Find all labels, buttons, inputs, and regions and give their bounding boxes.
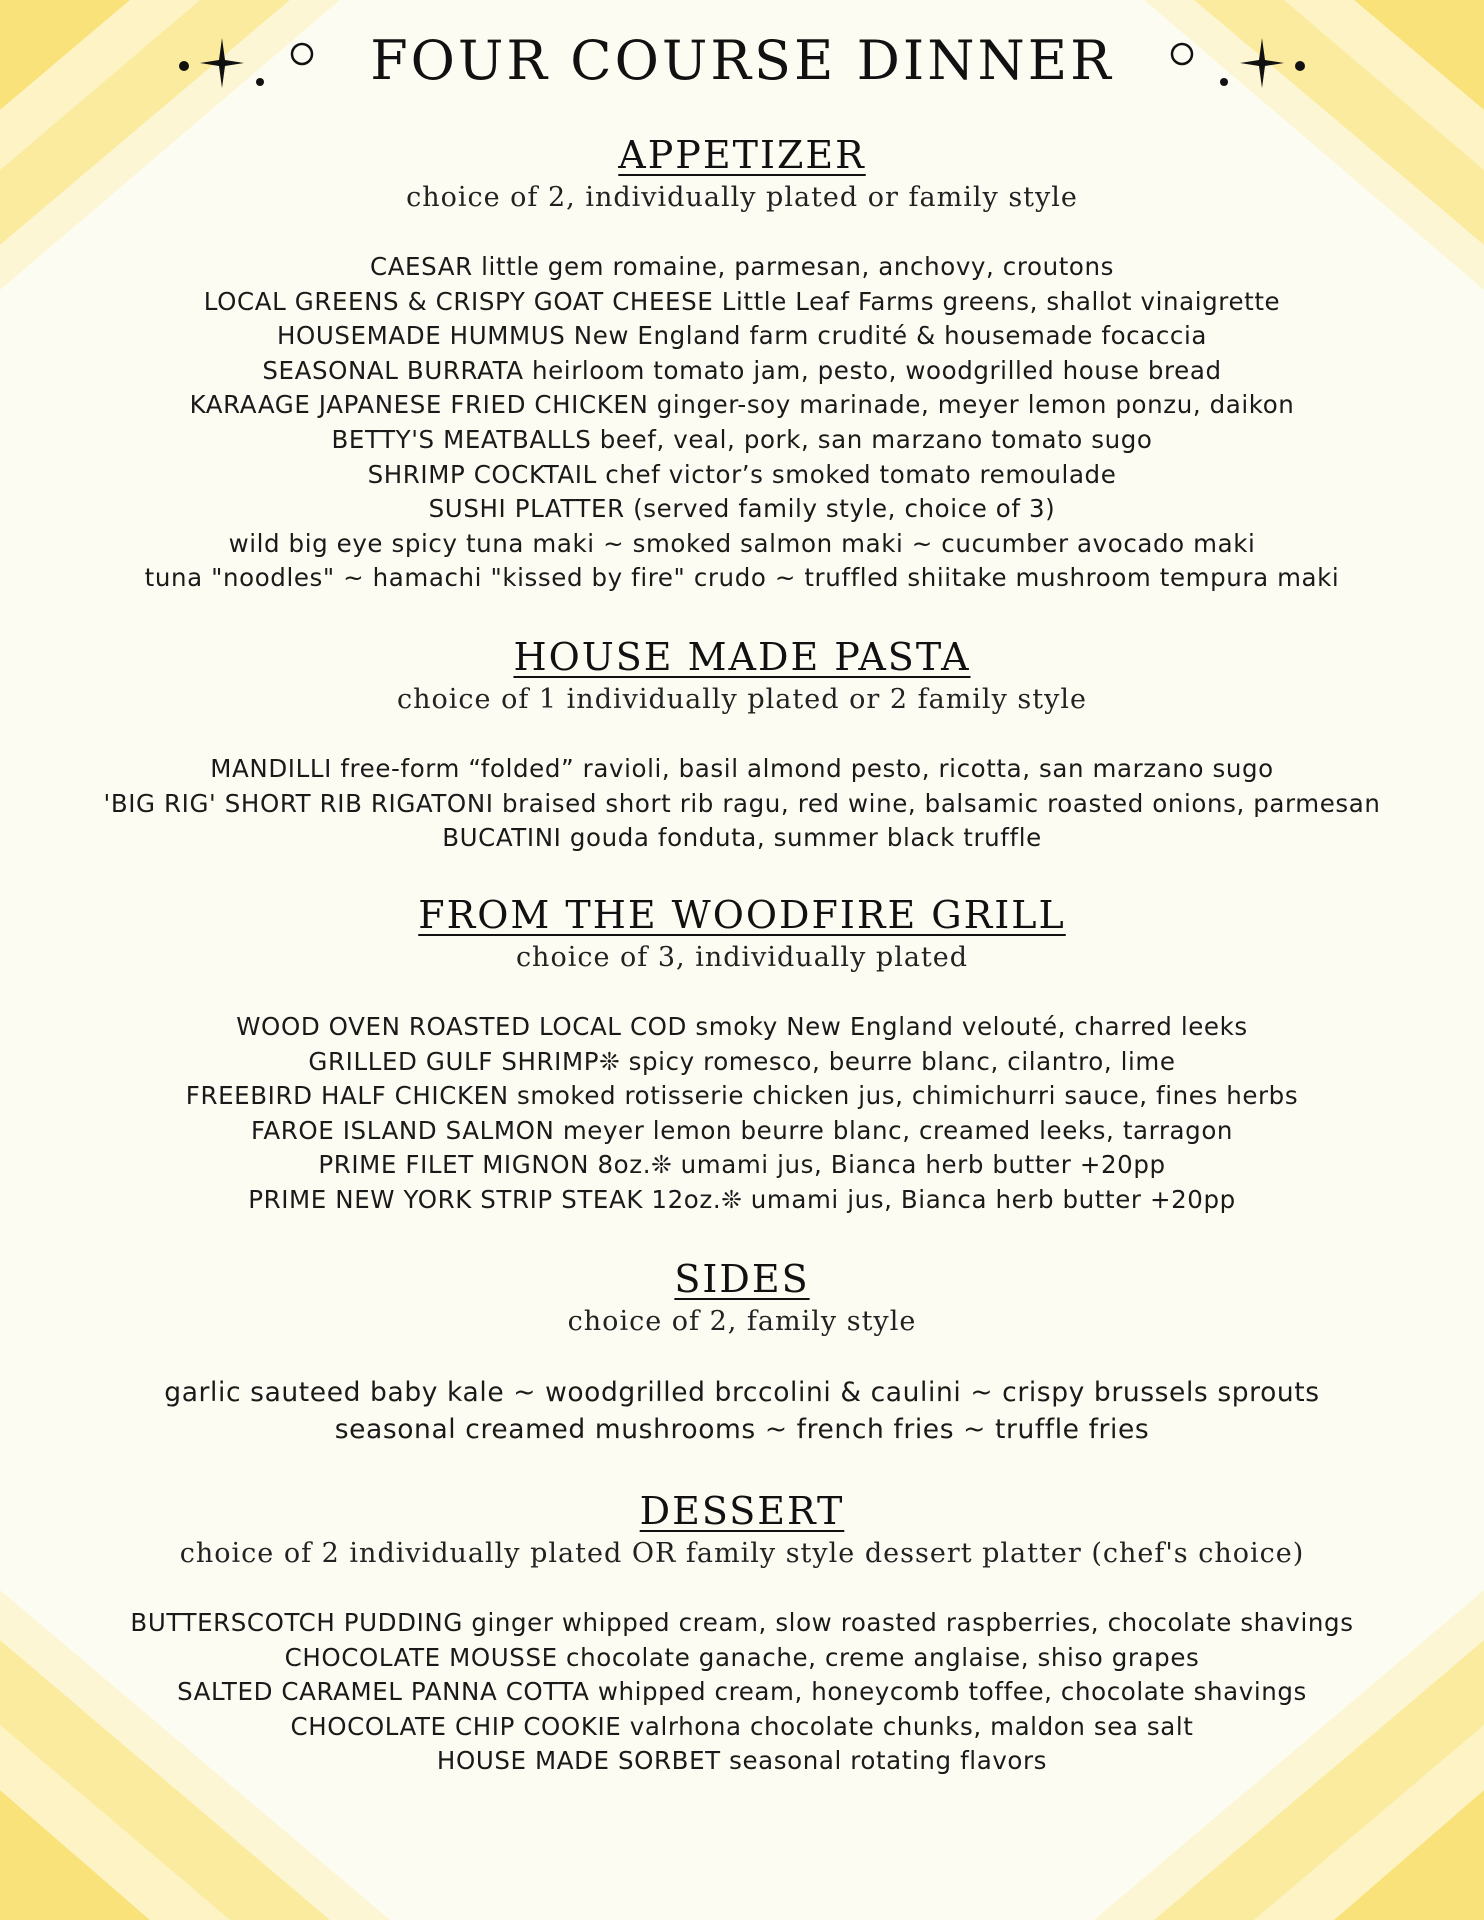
menu-item: BUCATINI gouda fonduta, summer black truffle bbox=[442, 823, 1042, 853]
menu-item: tuna "noodles" ~ hamachi "kissed by fire" crudo ~ truffled shiitake mushroom tempura maki bbox=[144, 563, 1340, 593]
item-list bbox=[0, 1374, 1484, 1448]
menu-item: MANDILLI free-form “folded” ravioli, basil almond pesto, ricotta, san marzano sugo bbox=[210, 754, 1274, 783]
menu-item: 'BIG RIG' SHORT RIB RIGATONI braised short rib ragu, red wine, balsamic roasted onions, parmesan bbox=[103, 788, 1381, 818]
sparkle-right-icon bbox=[1170, 30, 1310, 90]
menu-item: FAROE ISLAND SALMON meyer lemon beurre blanc, creamed leeks, tarragon bbox=[250, 1115, 1234, 1145]
section-subtitle: choice of 2, individually plated or family style bbox=[406, 182, 1078, 213]
menu-item: GRILLED GULF SHRIMP❊ spicy romesco, beurre blanc, cilantro, lime bbox=[308, 1046, 1176, 1076]
section-title: DESSERT bbox=[639, 1489, 845, 1533]
section-dessert bbox=[0, 1486, 1484, 1779]
section-title: SIDES bbox=[674, 1257, 810, 1301]
section-subtitle: choice of 1 individually plated or 2 family style bbox=[397, 684, 1087, 715]
menu-title: FOUR COURSE DINNER bbox=[370, 28, 1114, 92]
section-subtitle: choice of 2 individually plated OR family style dessert platter (chef's choice) bbox=[179, 1538, 1305, 1569]
menu-item: garlic sauteed baby kale ~ woodgrilled brccolini & caulini ~ crispy brussels sprouts bbox=[164, 1377, 1320, 1408]
menu-item: SUSHI PLATTER (served family style, choice of 3) bbox=[428, 494, 1056, 524]
menu-item: SHRIMP COCKTAIL chef victor’s smoked tomato remoulade bbox=[367, 459, 1117, 489]
menu-item: SALTED CARAMEL PANNA COTTA whipped cream, honeycomb toffee, chocolate shavings bbox=[177, 1677, 1307, 1707]
section-title: APPETIZER bbox=[618, 133, 866, 177]
menu-item: LOCAL GREENS & CRISPY GOAT CHEESE Little Leaf Farms greens, shallot vinaigrette bbox=[203, 286, 1281, 316]
sparkle-left-icon bbox=[174, 30, 314, 90]
menu-item: BETTY'S MEATBALLS beef, veal, pork, san marzano tomato sugo bbox=[331, 424, 1153, 454]
menu-item: HOUSE MADE SORBET seasonal rotating flavors bbox=[436, 1746, 1048, 1776]
section-title: FROM THE WOODFIRE GRILL bbox=[418, 893, 1066, 937]
menu-item: CAESAR little gem romaine, parmesan, anchovy, croutons bbox=[369, 252, 1115, 281]
menu-item: BUTTERSCOTCH PUDDING ginger whipped cream, slow roasted raspberries, chocolate shavings bbox=[130, 1608, 1354, 1637]
section-subtitle: choice of 3, individually plated bbox=[515, 942, 969, 973]
item-list bbox=[0, 1010, 1484, 1218]
menu-item: SEASONAL BURRATA heirloom tomato jam, pesto, woodgrilled house bread bbox=[262, 355, 1222, 385]
item-list bbox=[0, 250, 1484, 596]
section-appetizer bbox=[0, 130, 1484, 596]
menu-item: CHOCOLATE CHIP COOKIE valrhona chocolate chunks, maldon sea salt bbox=[290, 1711, 1194, 1741]
menu-item: KARAAGE JAPANESE FRIED CHICKEN ginger-soy marinade, meyer lemon ponzu, daikon bbox=[189, 390, 1295, 420]
menu-item: WOOD OVEN ROASTED LOCAL COD smoky New England velouté, charred leeks bbox=[236, 1012, 1248, 1041]
menu-item: FREEBIRD HALF CHICKEN smoked rotisserie chicken jus, chimichurri sauce, fines herbs bbox=[185, 1081, 1299, 1111]
item-list bbox=[0, 752, 1484, 856]
menu-item: seasonal creamed mushrooms ~ french fries ~ truffle fries bbox=[334, 1414, 1150, 1445]
menu-item: PRIME FILET MIGNON 8oz.❊ umami jus, Bianca herb butter +20pp bbox=[318, 1150, 1166, 1180]
menu-header bbox=[0, 18, 1484, 102]
item-list bbox=[0, 1606, 1484, 1779]
section-grill bbox=[0, 890, 1484, 1218]
menu-item: CHOCOLATE MOUSSE chocolate ganache, creme anglaise, shiso grapes bbox=[284, 1642, 1200, 1672]
section-subtitle: choice of 2, family style bbox=[567, 1306, 917, 1337]
menu-item: PRIME NEW YORK STRIP STEAK 12oz.❊ umami jus, Bianca herb butter +20pp bbox=[248, 1184, 1236, 1214]
section-pasta bbox=[0, 632, 1484, 856]
menu-item: wild big eye spicy tuna maki ~ smoked salmon maki ~ cucumber avocado maki bbox=[228, 528, 1256, 558]
menu-item: HOUSEMADE HUMMUS New England farm crudité & housemade focaccia bbox=[276, 321, 1208, 351]
section-sides bbox=[0, 1254, 1484, 1448]
section-title: HOUSE MADE PASTA bbox=[513, 635, 971, 679]
